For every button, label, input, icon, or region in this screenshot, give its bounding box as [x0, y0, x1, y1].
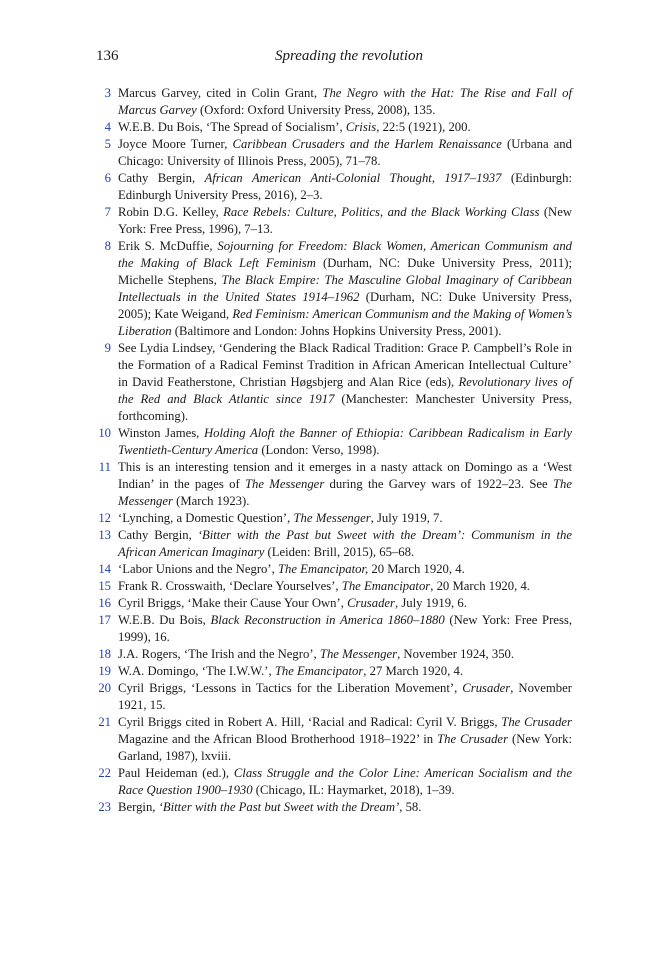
endnote-text-segment: (Edinburgh: Edinburgh University Press, 2016), 2–3. [118, 171, 572, 202]
endnote-text [118, 426, 572, 457]
endnote [92, 204, 572, 238]
endnote-number[interactable]: 18 [98, 647, 111, 661]
endnote [92, 510, 572, 527]
endnote-text [118, 800, 421, 814]
endnote-number[interactable]: 10 [98, 426, 111, 440]
endnote [92, 340, 572, 425]
endnote-text-segment: (Leiden: Brill, 2015), 65–68. [264, 545, 415, 559]
endnote-number[interactable]: 15 [98, 579, 111, 593]
endnote-text-segment: 20 March 1920, 4. [368, 562, 465, 576]
endnote-text [118, 86, 572, 117]
endnote-text-segment: Joyce Moore Turner, [118, 137, 233, 151]
endnote-title: Caribbean Crusaders and the Harlem Renaissance [232, 137, 502, 151]
page-header [96, 48, 572, 70]
endnote-text-segment: (New York: Free Press, 1996), 7–13. [118, 205, 573, 236]
endnote-text-segment: J.A. Rogers, ‘The Irish and the Negro’, [118, 647, 320, 661]
endnote [92, 85, 572, 119]
endnote-number[interactable]: 13 [98, 528, 111, 542]
running-title: Spreading the revolution [274, 48, 424, 64]
endnote-number[interactable]: 8 [104, 239, 111, 253]
endnote-text-segment: Cyril Briggs, ‘Make their Cause Your Own’, [118, 596, 348, 610]
endnote-text-segment: , 58. [399, 800, 422, 814]
endnote-number[interactable]: 22 [98, 766, 111, 780]
endnote-text-segment: Cyril Briggs cited in Robert A. Hill, ‘Racial and Radical: Cyril V. Briggs, [118, 715, 502, 729]
endnote-text-segment: , July 1919, 7. [370, 511, 443, 525]
endnote-text-segment: (Baltimore and London: Johns Hopkins University Press, 2001). [171, 324, 502, 338]
endnote-title: The Crusader [437, 732, 509, 746]
endnote-text [118, 766, 572, 797]
endnote [92, 527, 572, 561]
endnote-text-segment: Erik S. McDuffie, [118, 239, 218, 253]
endnote-text-segment: Cyril Briggs, ‘Lessons in Tactics for the Liberation Movement’, [118, 681, 463, 695]
endnote-text [118, 681, 572, 712]
endnote-text [118, 205, 572, 236]
endnote [92, 595, 572, 612]
endnote-number[interactable]: 17 [98, 613, 111, 627]
endnote [92, 425, 572, 459]
endnote-number[interactable]: 11 [98, 460, 111, 474]
endnote-title: Sojourning for Freedom: Black Women, American Communism and the Making of Black Left Feminism [118, 239, 573, 270]
endnote [92, 561, 572, 578]
endnote [92, 578, 572, 595]
endnote-text [118, 715, 572, 763]
endnote-number[interactable]: 5 [104, 137, 111, 151]
endnote-number[interactable]: 3 [104, 86, 111, 100]
endnote-title: Class Struggle and the Color Line: American Socialism and the Race Question 1900–1930 [118, 766, 572, 797]
endnote-number[interactable]: 19 [98, 664, 111, 678]
endnote-number[interactable]: 14 [98, 562, 111, 576]
endnote-title: Race Rebels: Culture, Politics, and the Black Working Class [223, 205, 540, 219]
endnote-title: ‘Bitter with the Past but Sweet with the Dream’: Communism in the African American Imaginary [118, 528, 572, 559]
endnote-text [118, 613, 572, 644]
endnote-title: The Messenger [293, 511, 371, 525]
endnote-number[interactable]: 7 [104, 205, 111, 219]
endnote-text [118, 511, 443, 525]
endnote-text-segment: Marcus Garvey, cited in Colin Grant, [118, 86, 323, 100]
endnote-text-segment: (New York: Free Press, 1999), 16. [118, 613, 572, 644]
endnote-title: The Emancipator, [277, 562, 369, 576]
endnotes-list [92, 85, 572, 816]
endnote [92, 119, 572, 136]
endnote-title: Crisis [345, 120, 377, 134]
endnote-title: The Emancipator [341, 579, 431, 593]
endnote-text-segment: (Manchester: Manchester University Press, forthcoming). [118, 392, 572, 423]
endnote-text [118, 239, 572, 338]
endnote [92, 136, 572, 170]
endnote-text [118, 528, 572, 559]
endnote-title: African American Anti-Colonial Thought, 1917–1937 [204, 171, 502, 185]
endnote-text-segment: W.E.B. Du Bois, [118, 613, 211, 627]
endnote-text-segment: (Durham, NC: Duke University Press, 2011); Michelle Stephens, [118, 256, 572, 287]
endnote-text [118, 120, 471, 134]
endnote-number[interactable]: 20 [98, 681, 111, 695]
endnote [92, 646, 572, 663]
endnote-title: The Messenger [319, 647, 398, 661]
endnote-text-segment: (London: Verso, 1998). [258, 443, 380, 457]
endnote-text-segment: Paul Heideman (ed.), [118, 766, 234, 780]
endnote-number[interactable]: 4 [104, 120, 111, 134]
endnote-text-segment: during the Garvey wars of 1922–23. See [324, 477, 553, 491]
endnote-text-segment: , November 1921, 15. [118, 681, 572, 712]
endnote-number[interactable]: 23 [98, 800, 111, 814]
endnote-number[interactable]: 9 [104, 341, 111, 355]
endnote-text-segment: (Urbana and Chicago: University of Illinois Press, 2005), 71–78. [118, 137, 572, 168]
endnote-text-segment: , 22:5 (1921), 200. [376, 120, 471, 134]
endnote-text-segment: ‘Labor Unions and the Negro’, [118, 562, 278, 576]
endnote-text-segment: (March 1923). [172, 494, 250, 508]
endnote-text-segment: Frank R. Crosswaith, ‘Declare Yourselves’, [118, 579, 342, 593]
endnote-text-segment: , July 1919, 6. [395, 596, 467, 610]
endnote-text-segment: Bergin, [118, 800, 159, 814]
endnote-text-segment: (New York: Garland, 1987), lxviii. [118, 732, 573, 763]
endnote-text-segment: , November 1924, 350. [397, 647, 515, 661]
endnote [92, 170, 572, 204]
endnote-text-segment: See Lydia Lindsey, ‘Gendering the Black Radical Tradition: Grace P. Campbell’s Role in the Formation of a Radical Feminst Tradition in African American Intellectual Culture’ in David Featherstone, Christian Høgsbjerg and Alan Rice (eds), [118, 341, 572, 389]
endnote-title: Revolutionary lives of the Red and Black Atlantic since 1917 [118, 375, 572, 406]
endnote-text [118, 137, 572, 168]
endnote-title: The Messenger [118, 477, 572, 508]
endnote-text [118, 171, 572, 202]
endnote-text-segment: Cathy Bergin, [118, 171, 205, 185]
endnote-number[interactable]: 12 [98, 511, 111, 525]
endnote-text-segment: This is an interesting tension and it emerges in a nasty attack on Domingo as a ‘West Indian’ in the pages of [118, 460, 572, 491]
endnote-number[interactable]: 6 [104, 171, 111, 185]
endnote-text-segment: W.A. Domingo, ‘The I.W.W.’, [118, 664, 275, 678]
endnote-title: ‘Bitter with the Past but Sweet with the Dream’ [158, 800, 400, 814]
endnote [92, 765, 572, 799]
endnote-text [118, 460, 572, 508]
endnote-text-segment: W.E.B. Du Bois, ‘The Spread of Socialism’, [118, 120, 346, 134]
endnote-text-segment: (Durham, NC: Duke University Press, 2005); Kate Weigand, [118, 290, 572, 321]
endnote-text-segment: Winston James, [118, 426, 204, 440]
endnote-text-segment: (Oxford: Oxford University Press, 2008), 135. [196, 103, 436, 117]
endnote-text [118, 341, 572, 423]
endnote [92, 663, 572, 680]
endnote-title: The Negro with the Hat: The Rise and Fall of Marcus Garvey [118, 86, 572, 117]
endnote-number[interactable]: 21 [98, 715, 111, 729]
endnote-title: Holding Aloft the Banner of Ethiopia: Caribbean Radicalism in Early Twentieth-Century America [118, 426, 572, 457]
endnote [92, 799, 572, 816]
endnote-title: Black Reconstruction in America 1860–1880 [210, 613, 445, 627]
endnote-title: The Messenger [244, 477, 325, 491]
page-number: 136 [96, 48, 119, 64]
endnote-text [118, 579, 530, 593]
endnote-title: Red Feminism: American Communism and the Making of Women’s Liberation [118, 307, 573, 338]
endnote-text-segment: , 20 March 1920, 4. [430, 579, 530, 593]
endnote-text-segment: Magazine and the African Blood Brotherhood 1918–1922’ in [118, 732, 438, 746]
endnote-number[interactable]: 16 [98, 596, 111, 610]
endnote-title: The Crusader [501, 715, 572, 729]
endnote [92, 612, 572, 646]
endnote-title: Crusader [462, 681, 511, 695]
endnote-text-segment: (Chicago, IL: Haymarket, 2018), 1–39. [252, 783, 455, 797]
endnote [92, 459, 572, 510]
endnote-text [118, 596, 467, 610]
endnote [92, 714, 572, 765]
endnote [92, 238, 572, 340]
endnote-text-segment: Robin D.G. Kelley, [118, 205, 224, 219]
endnote-text [118, 562, 465, 576]
endnote-title: Crusader [347, 596, 395, 610]
endnote-title: The Black Empire: The Masculine Global Imaginary of Caribbean Intellectuals in the United States 1914–1962 [118, 273, 572, 304]
endnote-title: The Emancipator [274, 664, 364, 678]
endnote-text [118, 647, 514, 661]
endnote-text-segment: , 27 March 1920, 4. [363, 664, 464, 678]
endnote-text-segment: ‘Lynching, a Domestic Question’, [118, 511, 294, 525]
endnote-text [118, 664, 463, 678]
endnote [92, 680, 572, 714]
endnote-text-segment: Cathy Bergin, [118, 528, 198, 542]
